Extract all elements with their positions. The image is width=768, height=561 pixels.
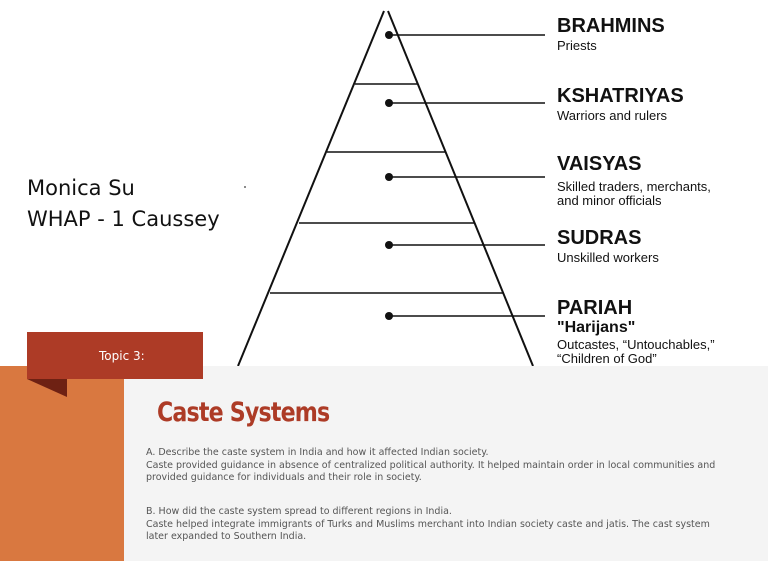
caste-name-vaisyas: VAISYAS [557,153,642,175]
section-b [146,506,736,544]
caste-alt-name-harijans: "Harijans" [557,319,636,336]
caste-name-brahmins: BRAHMINS [557,15,665,37]
stray-mark [244,186,246,188]
topic-label: Topic 3: [99,349,145,363]
answer-b-line2: later expanded to Southern India. [146,531,307,543]
author-class: WHAP - 1 Caussey [27,207,220,231]
content-title: Caste Systems [157,397,330,428]
answer-b-line1: Caste helped integrate immigrants of Turks and Muslims merchant into Indian society caste and jatis. The cast system [146,518,710,530]
answer-a-line2: provided guidance for individuals and their role in society. [146,472,422,484]
question-a: A. Describe the caste system in India and how it affected Indian society. [146,447,489,458]
topic-tab-fold [27,379,67,397]
pyramid-right-edge [388,11,533,366]
caste-desc-brahmins: Priests [557,38,597,53]
caste-name-kshatriyas: KSHATRIYAS [557,85,684,107]
section-a [146,447,736,485]
caste-desc-kshatriyas: Warriors and rulers [557,108,668,123]
question-b: B. How did the caste system spread to different regions in India. [146,506,452,517]
caste-desc-sudras: Unskilled workers [557,250,659,265]
caste-name-sudras: SUDRAS [557,227,642,249]
caste-desc-pariah-line2: “Children of God” [557,351,657,366]
pointer-dot-pariah [385,312,393,320]
pointer-dot-brahmins [385,31,393,39]
pointer-dot-kshatriyas [385,99,393,107]
caste-desc-vaisyas-line1: Skilled traders, merchants, [557,179,711,194]
answer-a-line1: Caste provided guidance in absence of centralized political authority. It helped maintain order in local communities and [146,459,716,471]
caste-desc-pariah-line1: Outcastes, “Untouchables,” [557,337,715,352]
pyramid-left-edge [238,11,384,366]
caste-desc-vaisyas-line2: and minor officials [557,193,662,208]
pointer-dot-vaisyas [385,173,393,181]
author-name: Monica Su [27,176,135,200]
pointer-dot-sudras [385,241,393,249]
caste-name-pariah: PARIAH [557,297,633,319]
